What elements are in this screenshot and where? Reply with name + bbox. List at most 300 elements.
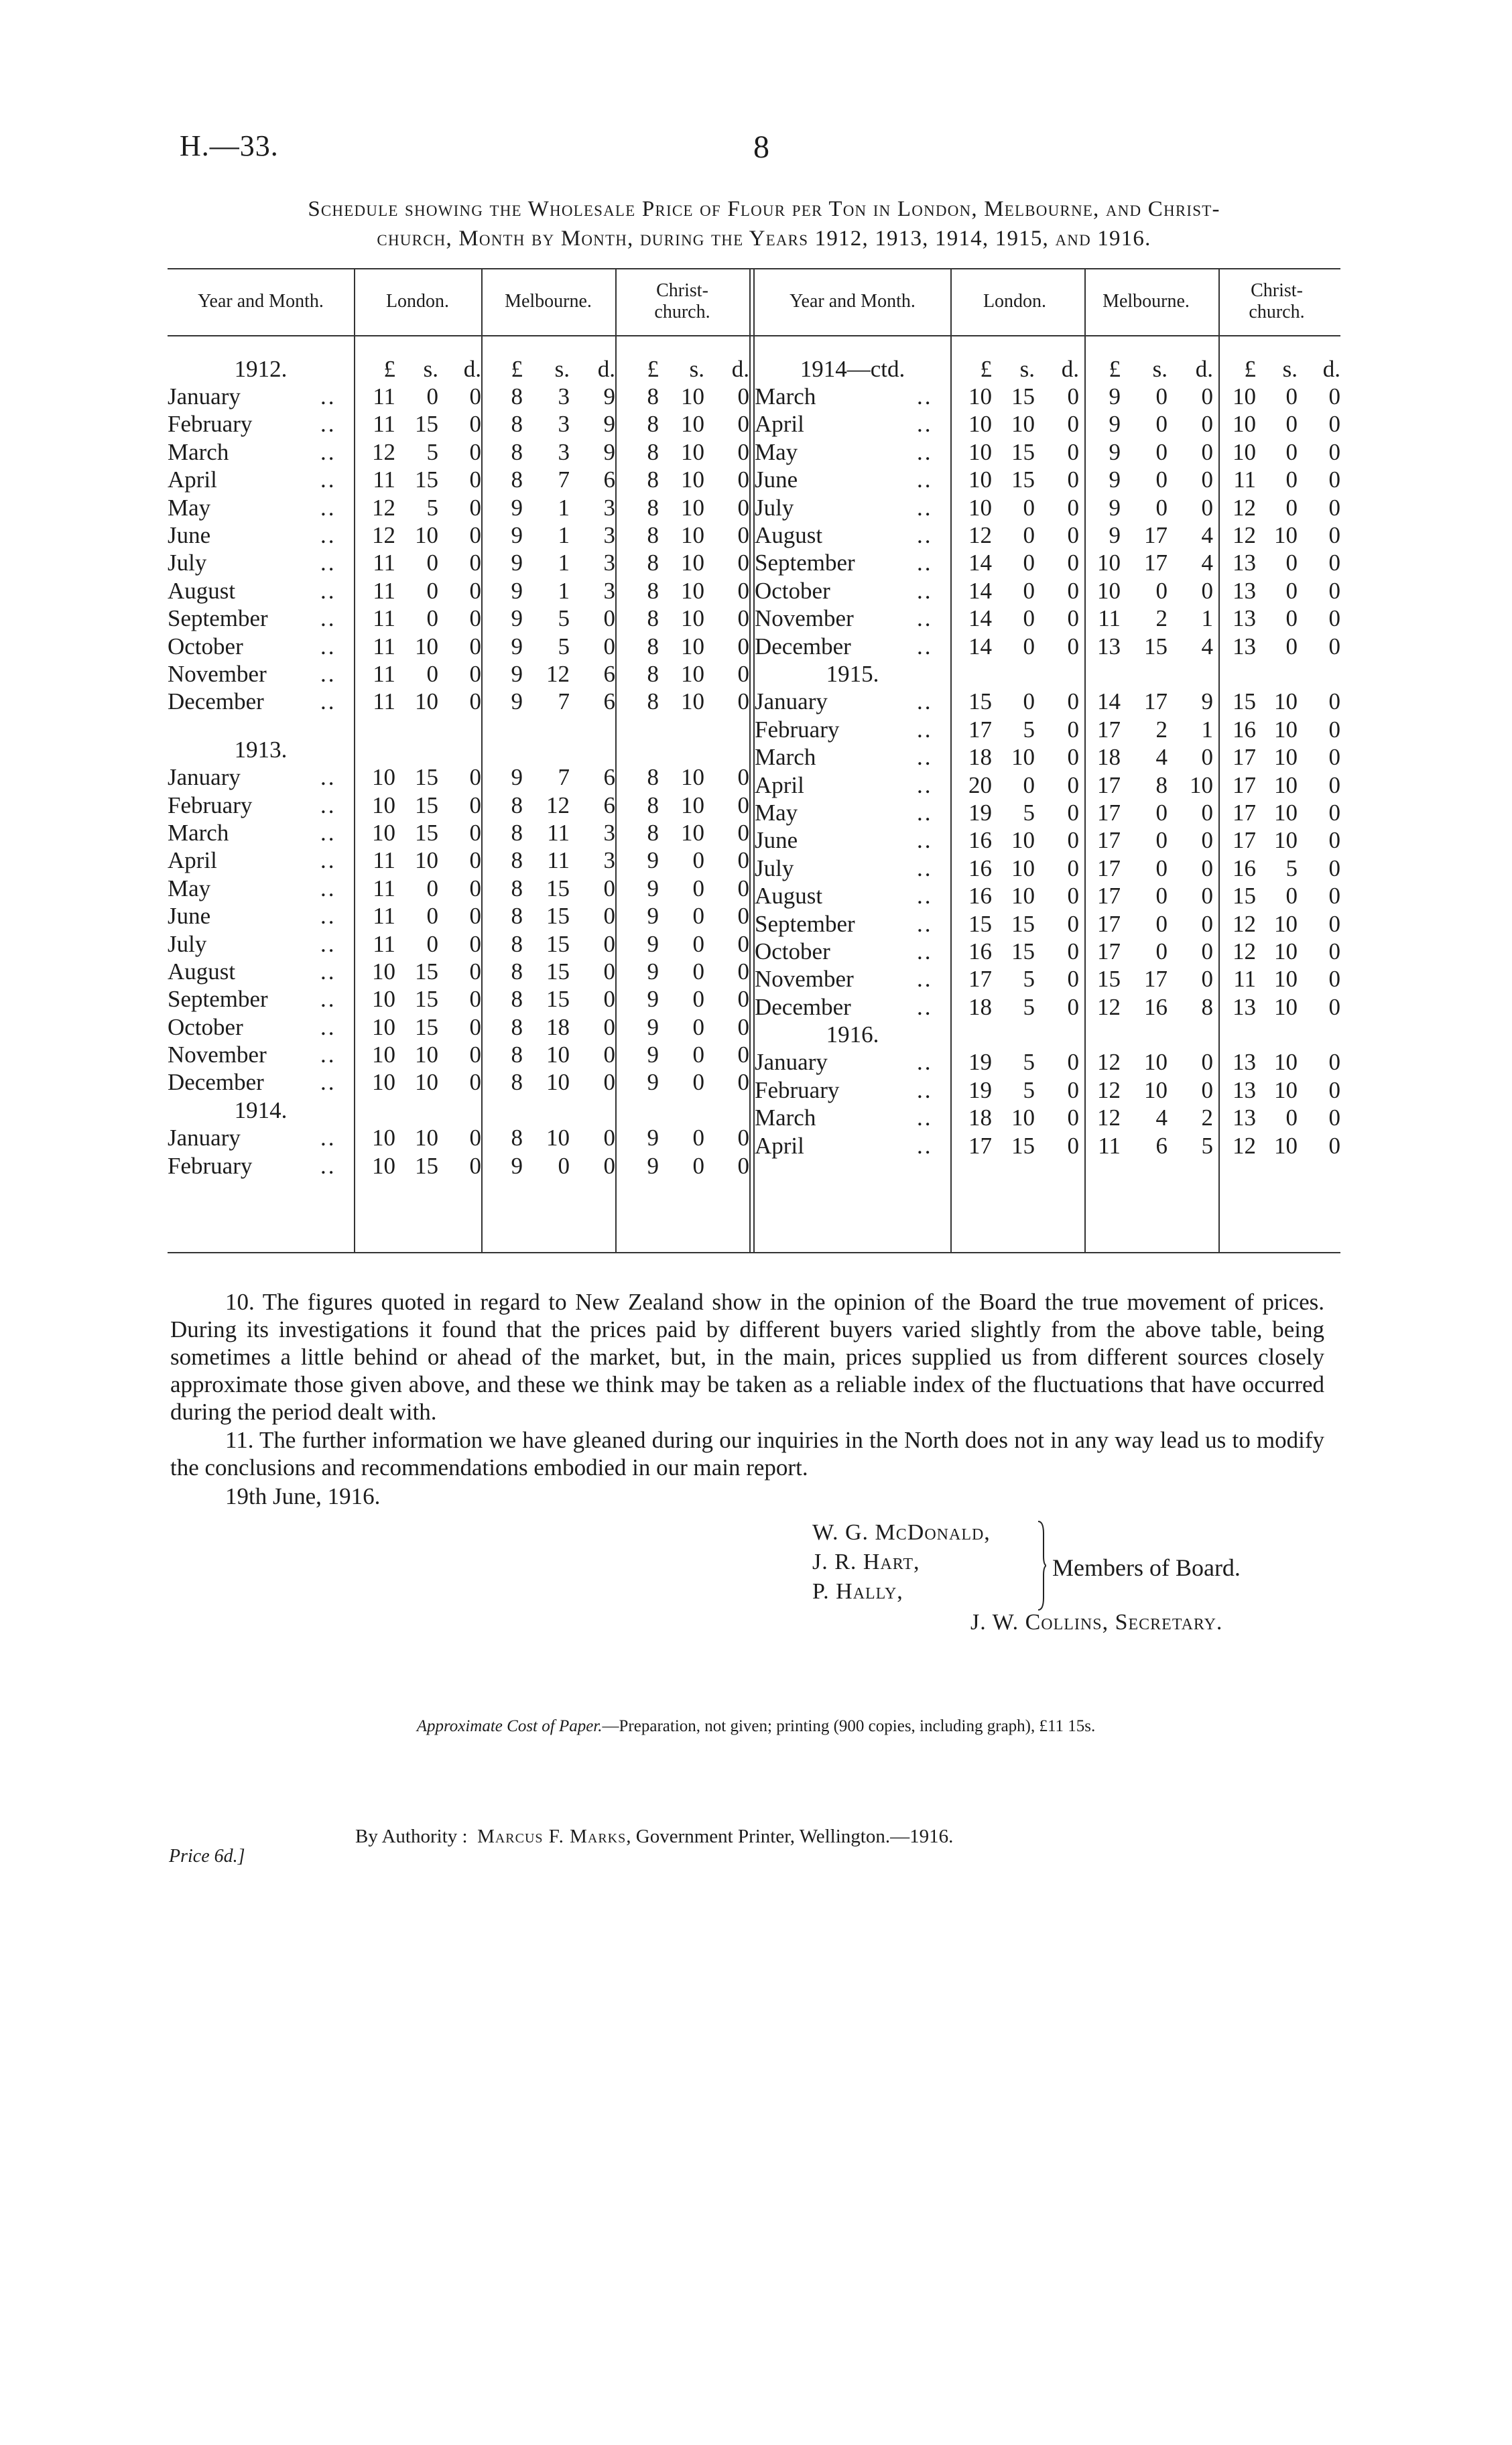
london-pounds: 10 (372, 764, 395, 791)
month-name: December (168, 688, 264, 715)
christchurch-pence: 0 (1328, 883, 1340, 910)
leader-dots: .. (917, 966, 933, 993)
melbourne-pounds: 8 (511, 792, 523, 818)
melbourne-shillings: 1 (558, 494, 570, 521)
london-pence: 0 (1067, 910, 1079, 937)
london-pounds: 11 (373, 577, 395, 604)
christchurch-shillings: 10 (681, 577, 704, 604)
london-pounds: 11 (373, 383, 395, 410)
london-pounds: 10 (968, 411, 992, 438)
christchurch-shillings: 0 (1285, 438, 1298, 465)
melbourne-pence: 0 (1201, 383, 1213, 410)
christchurch-shillings: 10 (1274, 716, 1298, 743)
christchurch-pounds: 8 (647, 819, 659, 846)
christchurch-shillings: 10 (681, 633, 704, 660)
melbourne-pence: 0 (1201, 827, 1213, 854)
empty-cell (1121, 1021, 1168, 1048)
melbourne-pence: 6 (603, 466, 615, 493)
melbourne-pounds: 8 (511, 1069, 523, 1096)
col-header-london: London. (385, 291, 450, 312)
christchurch-pounds: 8 (647, 605, 659, 632)
melbourne-pounds: 18 (1097, 744, 1121, 771)
price-note: Price 6d.] (169, 1846, 245, 1867)
melbourne-shillings: 12 (546, 792, 570, 818)
col-header-year-month: Year and Month. (790, 291, 916, 312)
leader-dots: .. (917, 1105, 933, 1131)
leader-dots: .. (917, 883, 933, 910)
month-name: April (168, 847, 217, 874)
melbourne-pence: 4 (1201, 522, 1213, 549)
christchurch-pence: 0 (1328, 438, 1340, 465)
empty-cell (354, 1096, 395, 1124)
melbourne-pence: 0 (1201, 494, 1213, 521)
leader-dots: .. (917, 855, 933, 881)
melbourne-pence: 0 (1201, 1049, 1213, 1076)
london-pence: 0 (469, 438, 481, 465)
leader-dots: .. (320, 930, 336, 957)
london-pence: 0 (1067, 577, 1079, 604)
melbourne-pounds: 14 (1097, 688, 1121, 715)
month-name: January (168, 1125, 241, 1151)
leader-dots: .. (917, 716, 933, 743)
christchurch-pounds: 9 (647, 958, 659, 985)
unit-shilling: s. (1282, 355, 1298, 382)
london-pounds: 16 (968, 883, 992, 910)
christchurch-pounds: 9 (647, 903, 659, 930)
melbourne-pence: 0 (1201, 411, 1213, 438)
london-shillings: 15 (415, 1013, 438, 1040)
christchurch-pence: 0 (737, 986, 749, 1013)
table-row (755, 716, 1340, 743)
christchurch-pounds: 12 (1233, 938, 1256, 964)
leader-dots: .. (320, 466, 336, 493)
christchurch-pence: 0 (737, 383, 749, 410)
month-name: December (755, 633, 851, 660)
christchurch-pounds: 9 (647, 986, 659, 1013)
melbourne-shillings: 0 (1155, 938, 1168, 964)
year-row (168, 1096, 749, 1124)
empty-cell (481, 1096, 523, 1124)
leader-dots: .. (320, 764, 336, 791)
london-pence: 0 (1067, 827, 1079, 854)
table-row (755, 1076, 1340, 1104)
melbourne-pounds: 8 (511, 847, 523, 874)
london-pence: 0 (469, 764, 481, 791)
signature-hally: P. Hally, (812, 1579, 903, 1604)
christchurch-pence: 0 (737, 1069, 749, 1096)
christchurch-shillings: 10 (681, 522, 704, 549)
christchurch-pounds: 9 (647, 1013, 659, 1040)
melbourne-pounds: 8 (511, 438, 523, 465)
table-row (755, 938, 1340, 965)
christchurch-pounds: 12 (1233, 1132, 1256, 1159)
col-header-year-month: Year and Month. (198, 291, 324, 312)
christchurch-pounds: 12 (1233, 494, 1256, 521)
table-row (168, 466, 749, 494)
melbourne-pounds: 15 (1097, 966, 1121, 993)
london-shillings: 0 (426, 605, 438, 632)
christchurch-pounds: 10 (1233, 411, 1256, 438)
empty-cell (615, 1096, 659, 1124)
table-row (755, 1105, 1340, 1132)
melbourne-pounds: 9 (1109, 411, 1121, 438)
christchurch-shillings: 0 (1285, 577, 1298, 604)
melbourne-pounds: 11 (1098, 1132, 1121, 1159)
london-pence: 0 (469, 411, 481, 438)
table-row (168, 1069, 749, 1096)
christchurch-pounds: 17 (1233, 827, 1256, 854)
year-label: 1914. (234, 1096, 288, 1123)
christchurch-pounds: 15 (1233, 688, 1256, 715)
month-name: November (755, 966, 854, 993)
table-row (755, 855, 1340, 882)
london-pence: 0 (469, 930, 481, 957)
melbourne-shillings: 0 (1155, 883, 1168, 910)
london-pence: 0 (1067, 855, 1079, 881)
month-name: February (168, 792, 253, 818)
christchurch-pounds: 13 (1233, 1076, 1256, 1103)
melbourne-pounds: 8 (511, 930, 523, 957)
leader-dots: .. (917, 827, 933, 854)
leader-dots: .. (917, 688, 933, 715)
london-shillings: 15 (1011, 466, 1035, 493)
christchurch-pounds: 15 (1233, 883, 1256, 910)
london-shillings: 15 (415, 958, 438, 985)
empty-cell (950, 660, 992, 688)
year-label: 1916. (826, 1021, 879, 1048)
header-row (168, 268, 749, 335)
melbourne-shillings: 16 (1144, 993, 1168, 1020)
london-pence: 0 (1067, 522, 1079, 549)
christchurch-pounds: 17 (1233, 744, 1256, 771)
christchurch-shillings: 10 (1274, 993, 1298, 1020)
unit-shilling: s. (1152, 355, 1168, 382)
table-row (168, 1125, 749, 1152)
melbourne-pence: 0 (1201, 577, 1213, 604)
christchurch-pounds: 17 (1233, 771, 1256, 798)
london-pence: 0 (469, 660, 481, 687)
london-shillings: 0 (426, 550, 438, 576)
melbourne-pounds: 10 (1097, 577, 1121, 604)
empty-cell (395, 736, 438, 763)
london-shillings: 10 (415, 522, 438, 549)
table-row (168, 763, 749, 791)
melbourne-pounds: 8 (511, 1042, 523, 1068)
london-shillings: 0 (426, 577, 438, 604)
london-pence: 0 (469, 633, 481, 660)
london-pounds: 19 (968, 1049, 992, 1076)
year-row (755, 355, 1340, 383)
london-pence: 0 (1067, 1076, 1079, 1103)
christchurch-pounds: 16 (1233, 855, 1256, 881)
empty-cell (1168, 1021, 1213, 1048)
melbourne-pounds: 17 (1097, 771, 1121, 798)
london-pence: 0 (469, 1069, 481, 1096)
london-pence: 0 (1067, 883, 1079, 910)
melbourne-pounds: 8 (511, 1013, 523, 1040)
christchurch-pounds: 13 (1233, 633, 1256, 660)
melbourne-shillings: 15 (546, 958, 570, 985)
london-pence: 0 (1067, 1105, 1079, 1131)
london-shillings: 15 (415, 792, 438, 818)
unit-pound: £ (511, 355, 523, 382)
melbourne-pence: 0 (603, 1042, 615, 1068)
melbourne-pounds: 9 (511, 605, 523, 632)
melbourne-shillings: 10 (546, 1125, 570, 1151)
christchurch-pence: 0 (737, 411, 749, 438)
leader-dots: .. (917, 466, 933, 493)
christchurch-pounds: 9 (647, 1125, 659, 1151)
melbourne-shillings: 10 (1144, 1076, 1168, 1103)
london-pounds: 11 (373, 688, 395, 715)
london-shillings: 0 (1023, 522, 1035, 549)
month-name: December (755, 993, 851, 1020)
melbourne-pounds: 8 (511, 958, 523, 985)
london-pounds: 14 (968, 605, 992, 632)
leader-dots: .. (917, 494, 933, 521)
leader-dots: .. (320, 1125, 336, 1151)
christchurch-shillings: 0 (692, 875, 704, 901)
christchurch-shillings: 10 (1274, 1132, 1298, 1159)
melbourne-pounds: 8 (511, 903, 523, 930)
empty-cell (570, 1096, 615, 1124)
london-pence: 0 (469, 903, 481, 930)
london-pounds: 10 (372, 1125, 395, 1151)
leader-dots: .. (917, 577, 933, 604)
london-shillings: 0 (426, 383, 438, 410)
christchurch-shillings: 0 (1285, 383, 1298, 410)
christchurch-pence: 0 (737, 688, 749, 715)
london-pounds: 18 (968, 993, 992, 1020)
christchurch-pounds: 11 (1233, 466, 1256, 493)
christchurch-shillings: 10 (681, 688, 704, 715)
london-pence: 0 (1067, 799, 1079, 826)
melbourne-pounds: 12 (1097, 1076, 1121, 1103)
melbourne-pence: 6 (603, 688, 615, 715)
melbourne-shillings: 18 (546, 1013, 570, 1040)
month-name: April (755, 411, 804, 438)
christchurch-pounds: 8 (647, 633, 659, 660)
melbourne-pence: 0 (1201, 744, 1213, 771)
london-pounds: 11 (373, 605, 395, 632)
leader-dots: .. (917, 744, 933, 771)
leader-dots: .. (320, 819, 336, 846)
london-shillings: 10 (415, 1125, 438, 1151)
month-name: January (168, 383, 241, 410)
christchurch-shillings: 10 (1274, 771, 1298, 798)
london-pounds: 11 (373, 903, 395, 930)
london-shillings: 10 (415, 633, 438, 660)
melbourne-pence: 0 (1201, 910, 1213, 937)
london-pence: 0 (1067, 438, 1079, 465)
schedule-left-half (168, 268, 749, 1180)
leader-dots: .. (320, 792, 336, 818)
year-label: 1915. (826, 660, 879, 687)
christchurch-pounds: 13 (1233, 993, 1256, 1020)
melbourne-shillings: 10 (1144, 1049, 1168, 1076)
london-pence: 0 (1067, 938, 1079, 964)
paragraph-10: 10. The figures quoted in regard to New Zealand show in the opinion of the Board the true movement of prices. During its investigations it found that the prices paid by different buyers varied slightly from the above table, being sometimes a little behind or ahead of the market, but, in the main, prices supplied us from different sources closely approximate those given above, and these we think may be taken as a reliable index of the fluctuations that have occurred during the period dealt with. (170, 1289, 1324, 1425)
christchurch-pence: 0 (1328, 466, 1340, 493)
empty-cell (615, 736, 659, 763)
london-pounds: 10 (372, 958, 395, 985)
melbourne-pence: 0 (603, 930, 615, 957)
unit-pound: £ (1244, 355, 1256, 382)
london-pounds: 11 (373, 550, 395, 576)
unit-shilling: s. (1019, 355, 1035, 382)
empty-cell (523, 1096, 570, 1124)
christchurch-pounds: 9 (647, 930, 659, 957)
christchurch-pounds: 13 (1233, 550, 1256, 576)
christchurch-shillings: 0 (1285, 494, 1298, 521)
christchurch-pounds: 17 (1233, 799, 1256, 826)
month-name: November (755, 605, 854, 632)
empty-cell (704, 736, 749, 763)
christchurch-shillings: 10 (1274, 799, 1298, 826)
empty-cell (438, 736, 481, 763)
melbourne-pence: 0 (603, 605, 615, 632)
melbourne-pounds: 9 (511, 688, 523, 715)
leader-dots: .. (320, 958, 336, 985)
empty-cell (992, 660, 1035, 688)
london-pounds: 10 (968, 494, 992, 521)
melbourne-pounds: 8 (511, 819, 523, 846)
melbourne-pounds: 9 (1109, 522, 1121, 549)
christchurch-shillings: 10 (1274, 688, 1298, 715)
melbourne-pence: 0 (1201, 466, 1213, 493)
london-pounds: 16 (968, 827, 992, 854)
unit-pence: d. (463, 355, 481, 382)
table-row (755, 550, 1340, 577)
christchurch-shillings: 10 (681, 383, 704, 410)
london-pounds: 16 (968, 855, 992, 881)
london-pounds: 17 (968, 966, 992, 993)
unit-pence: d. (1322, 355, 1340, 382)
table-row (755, 966, 1340, 993)
table-row (168, 688, 749, 716)
left-body (168, 335, 749, 1180)
month-name: February (168, 411, 253, 438)
melbourne-shillings: 0 (1155, 855, 1168, 881)
christchurch-pence: 0 (1328, 605, 1340, 632)
london-shillings: 5 (426, 438, 438, 465)
london-pounds: 11 (373, 875, 395, 901)
london-pence: 0 (469, 986, 481, 1013)
leader-dots: .. (917, 383, 933, 410)
melbourne-pounds: 9 (511, 550, 523, 576)
christchurch-pence: 0 (737, 1013, 749, 1040)
melbourne-pence: 3 (603, 847, 615, 874)
table-row (168, 847, 749, 875)
price-schedule (168, 268, 1340, 1253)
melbourne-pence: 0 (1201, 1076, 1213, 1103)
christchurch-pence: 0 (737, 605, 749, 632)
year-row (168, 355, 749, 383)
members-of-board: Members of Board. (1052, 1554, 1241, 1581)
empty-cell (523, 736, 570, 763)
christchurch-pence: 0 (1328, 1105, 1340, 1131)
table-row (755, 743, 1340, 771)
london-shillings: 0 (1023, 633, 1035, 660)
col-header-melbourne: Melbourne. (1102, 291, 1190, 312)
london-pounds: 10 (372, 819, 395, 846)
london-pounds: 10 (968, 383, 992, 410)
christchurch-pounds: 9 (647, 1042, 659, 1068)
christchurch-shillings: 0 (692, 903, 704, 930)
melbourne-shillings: 0 (1155, 910, 1168, 937)
christchurch-pence: 0 (1328, 993, 1340, 1020)
melbourne-shillings: 0 (1155, 411, 1168, 438)
melbourne-pounds: 8 (511, 875, 523, 901)
melbourne-pounds: 8 (511, 411, 523, 438)
london-shillings: 15 (1011, 910, 1035, 937)
christchurch-pence: 0 (1328, 522, 1340, 549)
london-pounds: 12 (968, 522, 992, 549)
london-pounds: 18 (968, 744, 992, 771)
christchurch-shillings: 10 (681, 605, 704, 632)
melbourne-pence: 0 (1201, 855, 1213, 881)
christchurch-shillings: 10 (681, 792, 704, 818)
christchurch-pounds: 8 (647, 411, 659, 438)
leader-dots: .. (320, 903, 336, 930)
empty-cell (570, 736, 615, 763)
table-row (168, 521, 749, 549)
london-pence: 0 (469, 1125, 481, 1151)
melbourne-pounds: 11 (1098, 605, 1121, 632)
london-shillings: 0 (1023, 688, 1035, 715)
month-name: June (168, 903, 211, 930)
london-pounds: 12 (372, 438, 395, 465)
melbourne-shillings: 12 (546, 660, 570, 687)
melbourne-shillings: 15 (546, 986, 570, 1013)
melbourne-shillings: 10 (546, 1042, 570, 1068)
unit-pence: d. (1195, 355, 1213, 382)
christchurch-shillings: 0 (692, 1152, 704, 1179)
table-row (755, 438, 1340, 466)
page-number: 8 (753, 129, 769, 165)
christchurch-pence: 0 (737, 819, 749, 846)
christchurch-pence: 0 (1328, 716, 1340, 743)
london-pounds: 12 (372, 494, 395, 521)
christchurch-pounds: 8 (647, 660, 659, 687)
melbourne-shillings: 7 (558, 466, 570, 493)
empty-cell (992, 1021, 1035, 1048)
leader-dots: .. (320, 1152, 336, 1179)
table-row (755, 411, 1340, 438)
london-pounds: 15 (968, 910, 992, 937)
christchurch-pence: 0 (737, 522, 749, 549)
melbourne-pence: 6 (603, 792, 615, 818)
melbourne-shillings: 6 (1155, 1132, 1168, 1159)
title-line-1: Schedule showing the Wholesale Price of Flour per Ton in London, Melbourne, and Christ- (308, 197, 1220, 221)
christchurch-shillings: 10 (1274, 910, 1298, 937)
melbourne-shillings: 0 (1155, 466, 1168, 493)
melbourne-shillings: 5 (558, 633, 570, 660)
melbourne-pence: 0 (603, 1125, 615, 1151)
christchurch-pounds: 9 (647, 1069, 659, 1096)
london-shillings: 0 (1023, 494, 1035, 521)
london-pounds: 17 (968, 716, 992, 743)
leader-dots: .. (320, 438, 336, 465)
christchurch-pounds: 8 (647, 522, 659, 549)
leader-dots: .. (320, 494, 336, 521)
christchurch-pence: 0 (737, 466, 749, 493)
london-pounds: 14 (968, 550, 992, 576)
leader-dots: .. (320, 577, 336, 604)
header-row (755, 268, 1340, 335)
melbourne-shillings: 1 (558, 550, 570, 576)
melbourne-pounds: 8 (511, 1125, 523, 1151)
